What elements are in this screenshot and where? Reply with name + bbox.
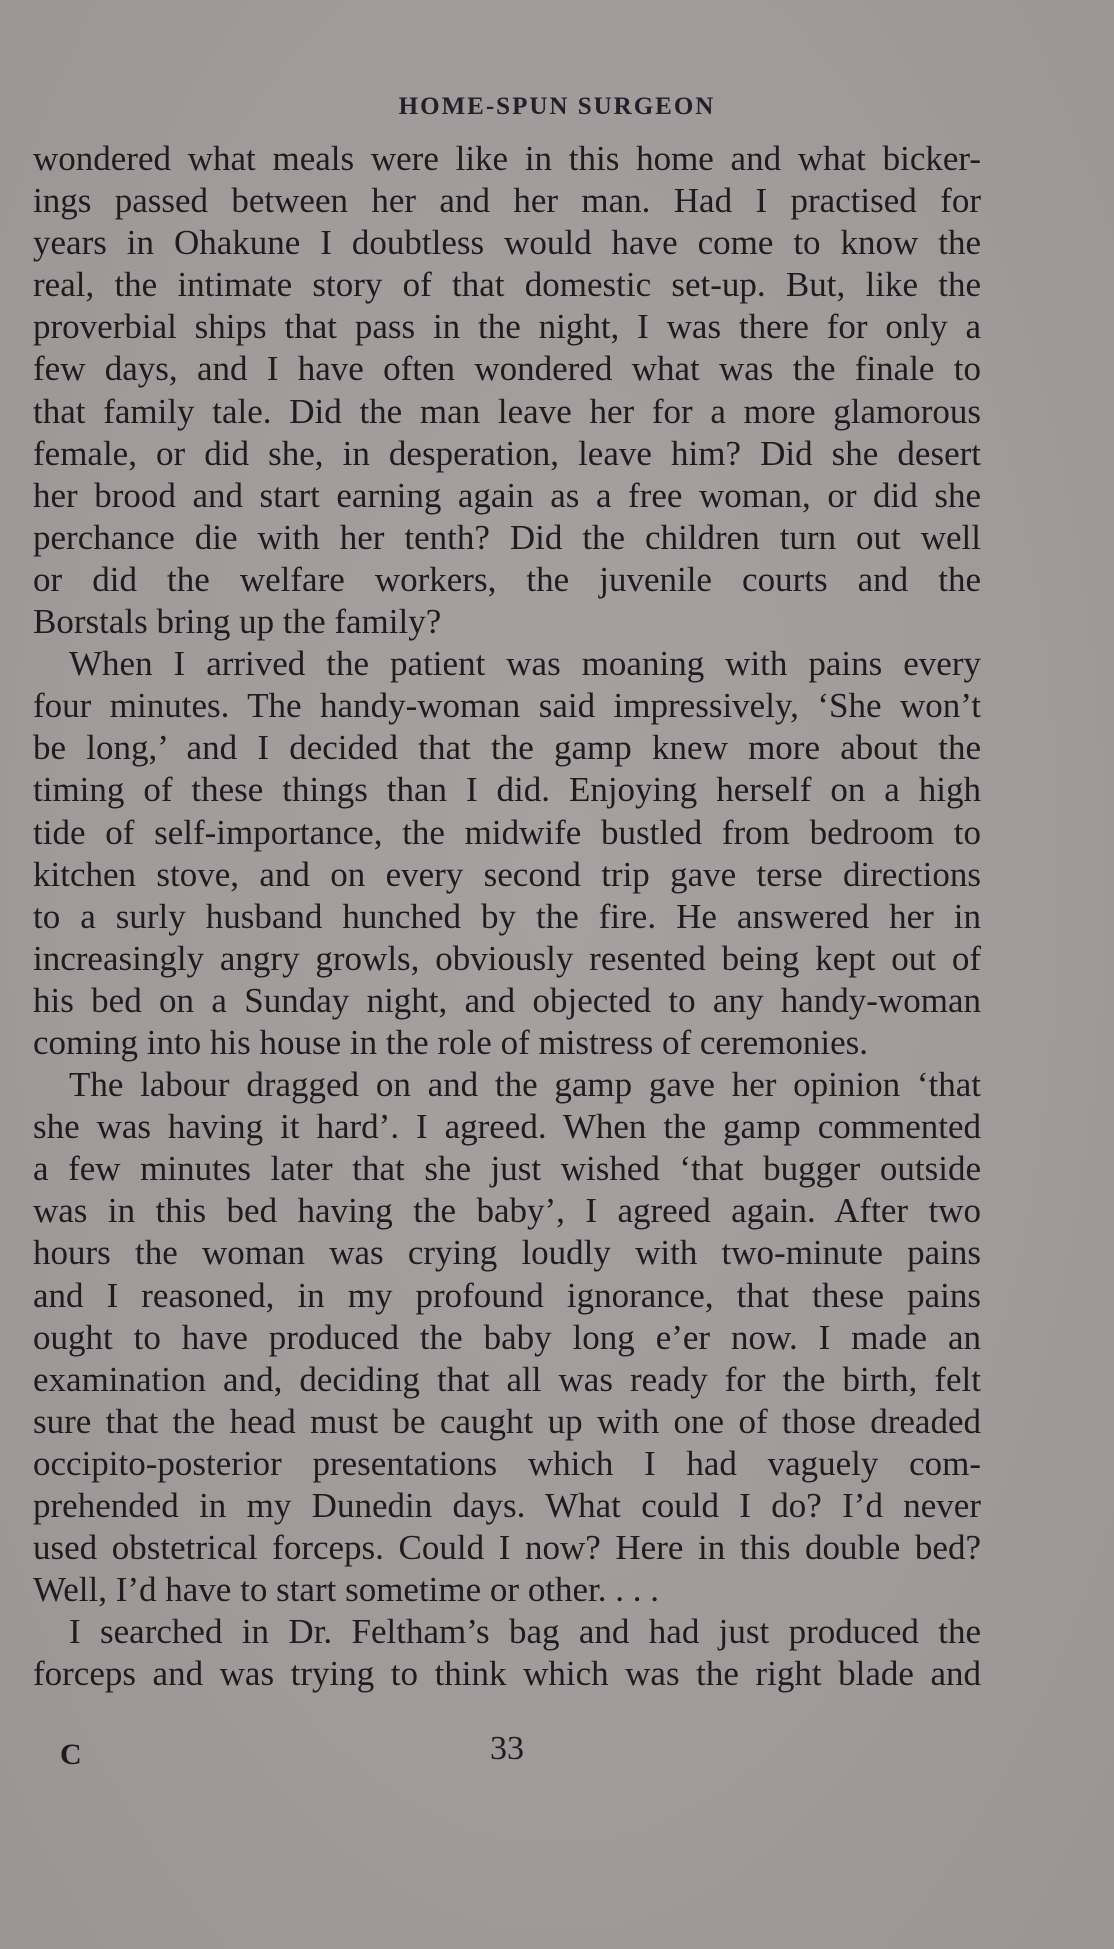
text-line: or did the welfare workers, the juvenile courts and the	[33, 559, 981, 599]
text-line: hours the woman was crying loudly with two-minute pains	[33, 1233, 981, 1273]
text-line: four minutes. The handy-woman said impressively, ‘She won’t	[33, 686, 981, 726]
text-line: prehended in my Dunedin days. What could I do? I’d never	[33, 1486, 981, 1525]
text-line: timing of these things than I did. Enjoying herself on a high	[33, 770, 981, 810]
text-line: The labour dragged on and the gamp gave her opinion ‘that	[69, 1065, 981, 1105]
text-line: wondered what meals were like in this home and what bicker-	[33, 139, 981, 178]
text-line: increasingly angry growls, obviously resented being kept out of	[33, 938, 981, 978]
text-line: coming into his house in the role of mistress of ceremonies.	[33, 1022, 868, 1062]
text-line: few days, and I have often wondered what was the finale to	[33, 349, 981, 389]
text-line: examination and, deciding that all was ready for the birth, felt	[33, 1359, 981, 1399]
running-head: HOME-SPUN SURGEON	[398, 93, 716, 120]
text-line: perchance die with her tenth? Did the children turn out well	[33, 517, 981, 557]
text-line: and I reasoned, in my profound ignorance, that these pains	[33, 1275, 981, 1315]
text-line: female, or did she, in desperation, leave him? Did she desert	[33, 433, 981, 473]
text-line: ings passed between her and her man. Had I practised for	[33, 181, 981, 221]
signature-mark: C	[60, 1738, 82, 1771]
text-line: a few minutes later that she just wished ‘that bugger outside	[33, 1149, 981, 1189]
text-line: forceps and was trying to think which was the right blade and	[33, 1654, 981, 1694]
text-line: was in this bed having the baby’, I agreed again. After two	[33, 1191, 981, 1231]
text-line: When I arrived the patient was moaning with pains every	[69, 644, 981, 684]
text-line: proverbial ships that pass in the night, I was there for only a	[33, 307, 981, 347]
text-line: used obstetrical forceps. Could I now? Here in this double bed?	[33, 1528, 981, 1568]
body-text	[33, 138, 981, 1695]
text-line: that family tale. Did the man leave her for a more glamorous	[33, 391, 981, 431]
text-line: be long,’ and I decided that the gamp knew more about the	[33, 728, 981, 768]
text-line: occipito-posterior presentations which I had vaguely com-	[33, 1443, 981, 1483]
text-line: sure that the head must be caught up with one of those dreaded	[33, 1401, 981, 1441]
text-line: years in Ohakune I doubtless would have come to know the	[33, 223, 981, 263]
text-line: kitchen stove, and on every second trip gave terse directions	[33, 854, 981, 894]
text-line: tide of self-importance, the midwife bustled from bedroom to	[33, 812, 981, 852]
text-line: Well, I’d have to start sometime or other. . . .	[33, 1570, 660, 1610]
text-line: she was having it hard’. I agreed. When the gamp commented	[33, 1107, 981, 1147]
text-line: ought to have produced the baby long e’er now. I made an	[33, 1317, 981, 1357]
text-line: her brood and start earning again as a free woman, or did she	[33, 475, 981, 515]
page-number: 33	[490, 1730, 524, 1767]
text-line: to a surly husband hunched by the fire. He answered her in	[33, 896, 981, 936]
text-line: his bed on a Sunday night, and objected to any handy-woman	[33, 980, 981, 1020]
text-line: Borstals bring up the family?	[33, 602, 442, 642]
text-line: I searched in Dr. Feltham’s bag and had just produced the	[69, 1612, 981, 1652]
text-line: real, the intimate story of that domestic set-up. But, like the	[33, 265, 981, 305]
